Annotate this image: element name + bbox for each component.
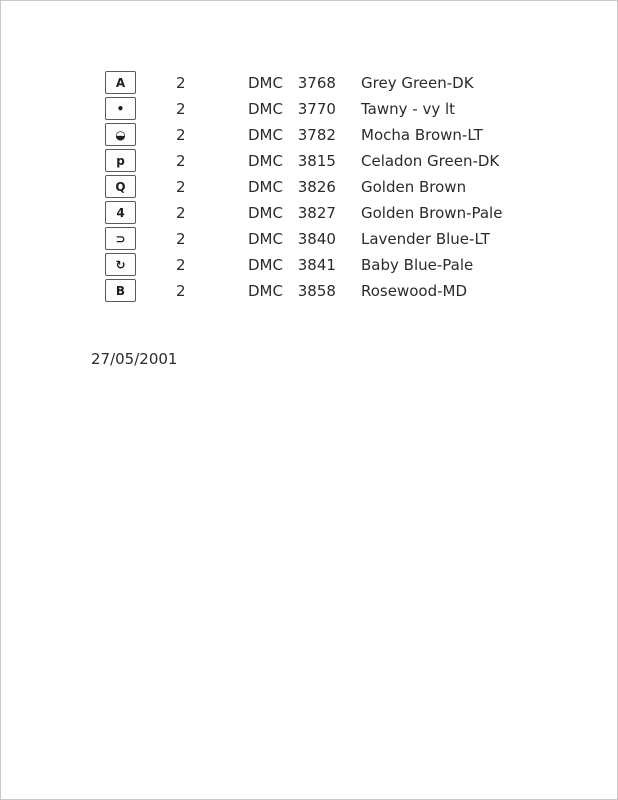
color-name: Golden Brown xyxy=(361,177,467,196)
skein-count: 2 xyxy=(176,99,186,118)
floss-brand: DMC xyxy=(248,73,283,92)
legend-row xyxy=(105,123,565,146)
floss-brand: DMC xyxy=(248,255,283,274)
skein-count: 2 xyxy=(176,125,186,144)
floss-number: 3841 xyxy=(297,255,336,274)
floss-number: 3840 xyxy=(297,229,336,248)
floss-code xyxy=(248,100,336,118)
floss-brand: DMC xyxy=(248,203,283,222)
floss-number: 3768 xyxy=(297,73,336,92)
skein-count: 2 xyxy=(176,255,186,274)
skein-count: 2 xyxy=(176,177,186,196)
color-name: Mocha Brown-LT xyxy=(361,125,483,144)
skein-count: 2 xyxy=(176,151,186,170)
symbol-box xyxy=(105,227,136,250)
floss-brand: DMC xyxy=(248,281,283,300)
legend-row xyxy=(105,97,565,120)
symbol-box xyxy=(105,71,136,94)
floss-number: 3782 xyxy=(297,125,336,144)
legend-row xyxy=(105,253,565,276)
symbol-box xyxy=(105,123,136,146)
floss-code xyxy=(248,74,336,92)
floss-number: 3827 xyxy=(297,203,336,222)
symbol-box xyxy=(105,97,136,120)
floss-code xyxy=(248,152,336,170)
floss-brand: DMC xyxy=(248,99,283,118)
skein-count: 2 xyxy=(176,203,186,222)
color-name: Golden Brown-Pale xyxy=(361,203,503,222)
color-name: Grey Green-DK xyxy=(361,73,474,92)
floss-code xyxy=(248,256,336,274)
color-name: Tawny - vy lt xyxy=(361,99,456,118)
stitch-symbol: ⊃ xyxy=(115,231,126,246)
legend-row xyxy=(105,175,565,198)
stitch-symbol: B xyxy=(115,283,126,298)
stitch-symbol: 4 xyxy=(116,205,125,220)
symbol-box xyxy=(105,253,136,276)
floss-legend-table xyxy=(105,71,565,302)
stitch-symbol: ◒ xyxy=(115,127,126,142)
color-name: Celadon Green-DK xyxy=(361,151,500,170)
stitch-symbol: • xyxy=(116,101,125,116)
stitch-symbol: p xyxy=(116,153,125,168)
color-name: Rosewood-MD xyxy=(361,281,468,300)
floss-brand: DMC xyxy=(248,151,283,170)
floss-number: 3858 xyxy=(297,281,336,300)
legend-row xyxy=(105,149,565,172)
color-name: Lavender Blue-LT xyxy=(361,229,490,248)
symbol-box xyxy=(105,279,136,302)
print-date: 27/05/2001 xyxy=(91,350,178,368)
stitch-symbol: Q xyxy=(115,179,126,194)
skein-count: 2 xyxy=(176,229,186,248)
floss-number: 3770 xyxy=(297,99,336,118)
legend-row xyxy=(105,227,565,250)
skein-count: 2 xyxy=(176,281,186,300)
floss-code xyxy=(248,126,336,144)
stitch-symbol: A xyxy=(115,75,126,90)
symbol-box xyxy=(105,175,136,198)
floss-brand: DMC xyxy=(248,229,283,248)
floss-number: 3815 xyxy=(297,151,336,170)
color-name: Baby Blue-Pale xyxy=(361,255,474,274)
floss-code xyxy=(248,282,336,300)
floss-number: 3826 xyxy=(297,177,336,196)
floss-code xyxy=(248,204,336,222)
floss-brand: DMC xyxy=(248,125,283,144)
legend-row xyxy=(105,71,565,94)
stitch-symbol: ↻ xyxy=(115,257,126,272)
floss-code xyxy=(248,230,336,248)
symbol-box xyxy=(105,201,136,224)
skein-count: 2 xyxy=(176,73,186,92)
floss-brand: DMC xyxy=(248,177,283,196)
floss-code xyxy=(248,178,336,196)
symbol-box xyxy=(105,149,136,172)
legend-row xyxy=(105,201,565,224)
legend-row xyxy=(105,279,565,302)
